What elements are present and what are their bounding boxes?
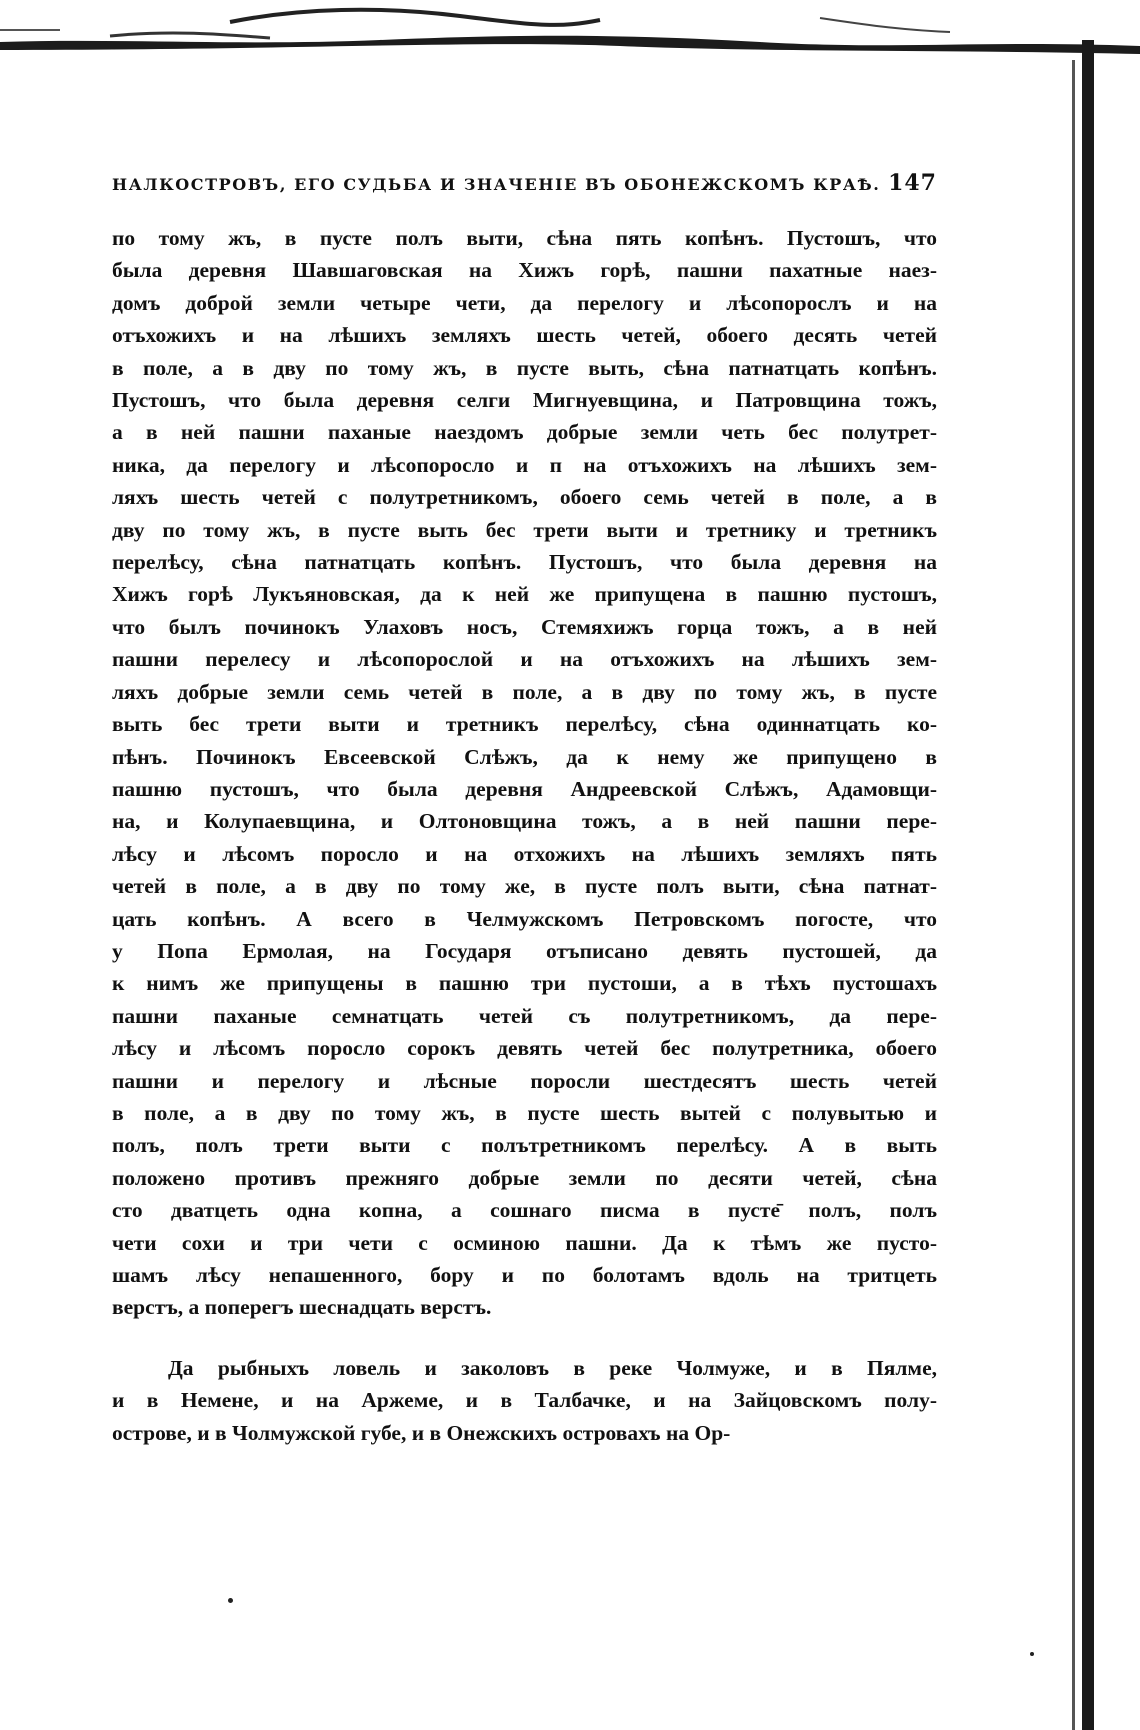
text-line: а в ней пашни паханые наездомъ добрые земли четь бес полутрет- <box>112 420 937 445</box>
text-line: Пустошъ, что была деревня селги Мигнуевщина, и Патровщина тожъ, <box>112 388 937 413</box>
text-line: лѣсу и лѣсомъ поросло и на отхожихъ на лѣшихъ земляхъ пять <box>112 841 937 866</box>
text-line: цать копѣнъ. А всего в Челмужскомъ Петровскомъ погосте, что <box>112 906 937 931</box>
page-content <box>112 170 937 1449</box>
page-number: 147 <box>888 170 937 196</box>
scan-right-edge-thin-artifact <box>1072 60 1075 1730</box>
text-line: у Попа Ермолая, на Государя отъписано девять пустошей, да <box>112 938 937 963</box>
ink-speck <box>228 1598 233 1603</box>
text-line: дву по тому жъ, в пусте выть бес трети выти и третнику и третникъ <box>112 517 937 542</box>
text-line: положено противъ прежняго добрые земли по десяти четей, сѣна <box>112 1165 937 1190</box>
text-line: ляхъ шесть четей с полутретникомъ, обоего семь четей в поле, а в <box>112 485 937 510</box>
text-line: к нимъ же припущены в пашню три пустоши, а в тѣхъ пустошахъ <box>112 971 937 996</box>
text-line: на, и Колупаевщина, и Олтоновщина тожъ, а в ней пашни пере- <box>112 809 937 834</box>
text-line: сто дватцеть одна копна, а сошнаго писма в пусте̄ полъ, полъ <box>112 1198 937 1223</box>
ink-speck <box>1030 1652 1034 1656</box>
text-line: домъ доброй земли четыре чети, да перелогу и лѣсопорослъ и на <box>112 290 937 315</box>
text-line: пашни и перелогу и лѣсные поросли шестдесятъ шесть четей <box>112 1068 937 1093</box>
scan-top-edge-artifact <box>0 0 1140 60</box>
text-line: ника, да перелогу и лѣсопоросло и п на отъхожихъ на лѣшихъ зем- <box>112 452 937 477</box>
text-line: чети сохи и три чети с осминою пашни. Да к тѣмъ же пусто- <box>112 1230 937 1255</box>
text-line: перелѣсу, сѣна патнатцать копѣнъ. Пустошъ, что была деревня на <box>112 550 937 575</box>
text-line: Да рыбныхъ ловель и заколовъ в реке Чолмуже, и в Пялме, <box>168 1355 937 1380</box>
text-line: Хижъ горѣ Лукъяновская, да к ней же припущена в пашню пустошъ, <box>112 582 937 607</box>
body-text <box>112 222 937 1449</box>
text-line: шамъ лѣсу непашенного, бору и по болотамъ вдоль на тритцеть <box>112 1263 937 1287</box>
text-line: острове, и в Чолмужской губе, и в Онежскихъ островахъ на Ор- <box>112 1420 731 1445</box>
text-line: верстъ, а поперегъ шеснадцать верстъ. <box>112 1295 492 1320</box>
running-head <box>112 170 937 210</box>
text-line: была деревня Шавшаговская на Хижъ горѣ, пашни пахатные наез- <box>112 258 937 283</box>
text-line: пашни паханые семнатцать четей съ полутретникомъ, да пере- <box>112 1003 937 1028</box>
text-line: что былъ починокъ Улаховъ носъ, Стемяхижъ горца тожъ, а в ней <box>112 614 937 639</box>
text-line: четей в поле, а в дву по тому же, в пусте полъ выти, сѣна патнат- <box>112 874 937 899</box>
text-line: пашни перелесу и лѣсопорослой и на отъхожихъ на лѣшихъ зем- <box>112 647 937 672</box>
text-line: отъхожихъ и на лѣшихъ земляхъ шесть четей, обоего десять четей <box>112 323 937 348</box>
text-line: в поле, а в дву по тому жъ, в пусте выть, сѣна патнатцать копѣнъ. <box>112 355 937 380</box>
text-line: и в Немене, и на Аржеме, и в Талбачке, и на Зайцовскомъ полу- <box>112 1388 937 1413</box>
text-line: в поле, а в дву по тому жъ, в пусте шесть вытей с полувытью и <box>112 1100 937 1125</box>
text-line: по тому жъ, в пусте полъ выти, сѣна пять копѣнъ. Пустошъ, что <box>112 226 937 250</box>
text-line: ляхъ добрые земли семь четей в поле, а в дву по тому жъ, в пусте <box>112 679 937 704</box>
scan-right-edge-artifact <box>1082 40 1094 1730</box>
text-line: лѣсу и лѣсомъ поросло сорокъ девять четей бес полутретника, обоего <box>112 1036 937 1061</box>
text-line: полъ, полъ трети выти с полътретникомъ перелѣсу. А в выть <box>112 1133 937 1158</box>
text-line: пашню пустошъ, что была деревня Андреевской Слѣжъ, Адамовщи- <box>112 776 937 801</box>
text-line: пѣнъ. Починокъ Евсеевской Слѣжъ, да к нему же припущено в <box>112 744 937 769</box>
text-line: выть бес трети выти и третникъ перелѣсу, сѣна одиннатцать ко- <box>112 712 937 737</box>
running-title: НАЛКОСТРОВЪ, ЕГО СУДЬБА И ЗНАЧЕНІЕ ВЪ ОБОНЕЖСКОМЪ КРАѢ. <box>112 175 881 194</box>
